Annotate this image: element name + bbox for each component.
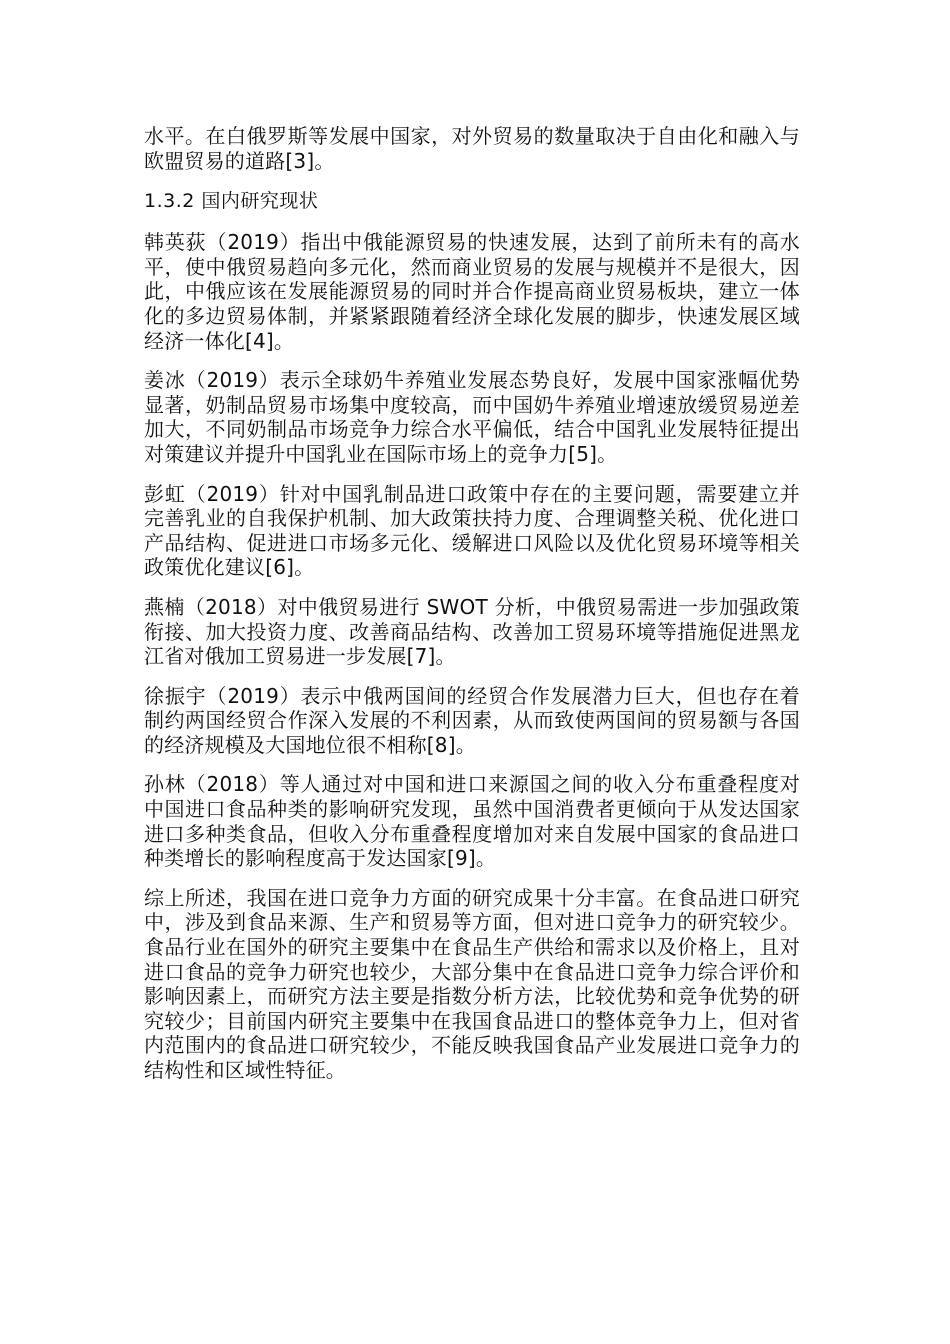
paragraph-yan-nan: 燕楠（2018）对中俄贸易进行 SWOT 分析，中俄贸易需进一步加强政策衔接、加大投资力度、改善商品结构、改善加工贸易环境等措施促进黑龙江省对俄加工贸易进一步发展[7]。 — [144, 594, 800, 669]
paragraph-han-yingdi: 韩英荻（2019）指出中俄能源贸易的快速发展，达到了前所未有的高水平，使中俄贸易趋向多元化，然而商业贸易的发展与规模并不是很大，因此，中俄应该在发展能源贸易的同时并合作提高商业贸易板块，建立一体化的多边贸易体制，并紧紧跟随着经济全球化发展的脚步，快速发展区域经济一体化[4]。 — [144, 230, 800, 353]
paragraph-jiang-bing: 姜冰（2019）表示全球奶牛养殖业发展态势良好，发展中国家涨幅优势显著，奶制品贸易市场集中度较高，而中国奶牛养殖业增速放缓贸易逆差加大，不同奶制品市场竞争力综合水平偏低，结合中国乳业发展特征提出对策建议并提升中国乳业在国际市场上的竞争力[5]。 — [144, 368, 800, 466]
paragraph-sun-lin: 孙林（2018）等人通过对中国和进口来源国之间的收入分布重叠程度对中国进口食品种类的影响研究发现，虽然中国消费者更倾向于从发达国家进口多种类食品，但收入分布重叠程度增加对来自发展中国家的食品进口种类增长的影响程度高于发达国家[9]。 — [144, 772, 800, 871]
paragraph-summary: 综上所述，我国在进口竞争力方面的研究成果十分丰富。在食品进口研究中，涉及到食品来源、生产和贸易等方面，但对进口竞争力的研究较少。食品行业在国外的研究主要集中在食品生产供给和需求以及价格上，且对进口食品的竞争力研究也较少，大部分集中在食品进口竞争力综合评价和影响因素上，而研究方法主要是指数分析方法，比较优势和竞争优势的研究较少；目前国内研究主要集中在我国食品进口的整体竞争力上，但对省内范围内的食品进口研究较少，不能反映我国食品产业发展进口竞争力的结构性和区域性特征。 — [144, 885, 800, 1082]
document-page — [144, 124, 800, 1098]
paragraph-peng-hong: 彭虹（2019）针对中国乳制品进口政策中存在的主要问题，需要建立并完善乳业的自我保护机制、加大政策扶持力度、合理调整关税、优化进口产品结构、促进进口市场多元化、缓解进口风险以及优化贸易环境等相关政策优化建议[6]。 — [144, 481, 800, 580]
paragraph-intro: 水平。在白俄罗斯等发展中国家，对外贸易的数量取决于自由化和融入与欧盟贸易的道路[3]。 — [144, 124, 800, 173]
paragraph-xu-zhenyu: 徐振宇（2019）表示中俄两国间的经贸合作发展潜力巨大，但也存在着制约两国经贸合作深入发展的不利因素，从而致使两国间的贸易额与各国的经济规模及大国地位很不相称[8]。 — [144, 683, 800, 757]
section-heading: 1.3.2 国内研究现状 — [144, 190, 319, 213]
